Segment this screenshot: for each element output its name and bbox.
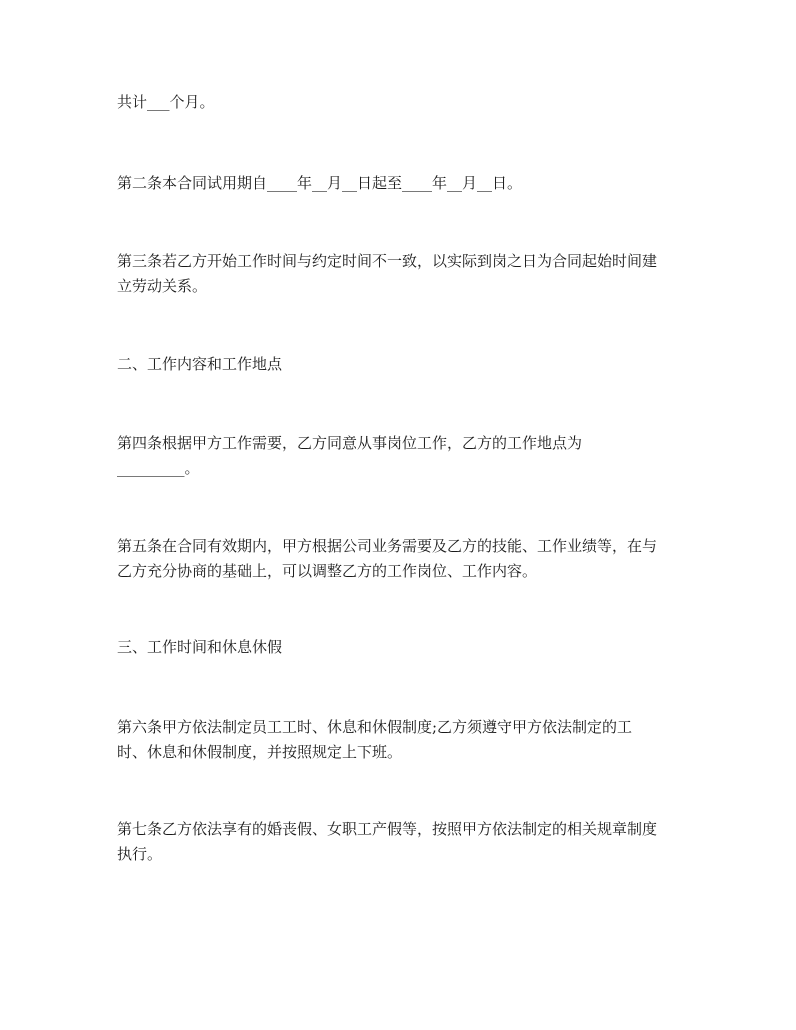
paragraph-line: 第五条在合同有效期内，甲方根据公司业务需要及乙方的技能、工作业绩等，在与 (117, 537, 658, 555)
paragraph-line: 时、休息和休假制度，并按照规定上下班。 (117, 743, 403, 761)
section-heading-work-content (117, 352, 697, 377)
paragraph-article-4 (117, 431, 697, 481)
paragraph-line: 立劳动关系。 (117, 277, 208, 295)
paragraph-contract-duration (117, 90, 697, 115)
paragraph-article-6 (117, 715, 697, 765)
paragraph-line: 执行。 (117, 845, 163, 863)
paragraph-line: 共计___个月。 (117, 93, 215, 111)
paragraph-line: 第四条根据甲方工作需要，乙方同意从事岗位工作，乙方的工作地点为 (117, 434, 583, 452)
paragraph-article-7 (117, 817, 697, 867)
paragraph-line: 第二条本合同试用期自____年__月__日起至____年__月__日。 (117, 174, 523, 192)
paragraph-line: 第六条甲方依法制定员工工时、休息和休假制度;乙方须遵守甲方依法制定的工 (117, 718, 633, 736)
paragraph-line: 第三条若乙方开始工作时间与约定时间不一致，以实际到岗之日为合同起始时间建 (117, 252, 658, 270)
heading-line: 二、工作内容和工作地点 (117, 355, 283, 373)
paragraph-article-3 (117, 249, 697, 299)
paragraph-article-2 (117, 171, 697, 196)
section-heading-work-time (117, 635, 697, 660)
paragraph-line: 第七条乙方依法享有的婚丧假、女职工产假等，按照甲方依法制定的相关规章制度 (117, 820, 658, 838)
paragraph-line: _________。 (117, 459, 200, 477)
heading-line: 三、工作时间和休息休假 (117, 638, 283, 656)
paragraph-line: 乙方充分协商的基础上，可以调整乙方的工作岗位、工作内容。 (117, 562, 538, 580)
paragraph-article-5 (117, 534, 697, 584)
